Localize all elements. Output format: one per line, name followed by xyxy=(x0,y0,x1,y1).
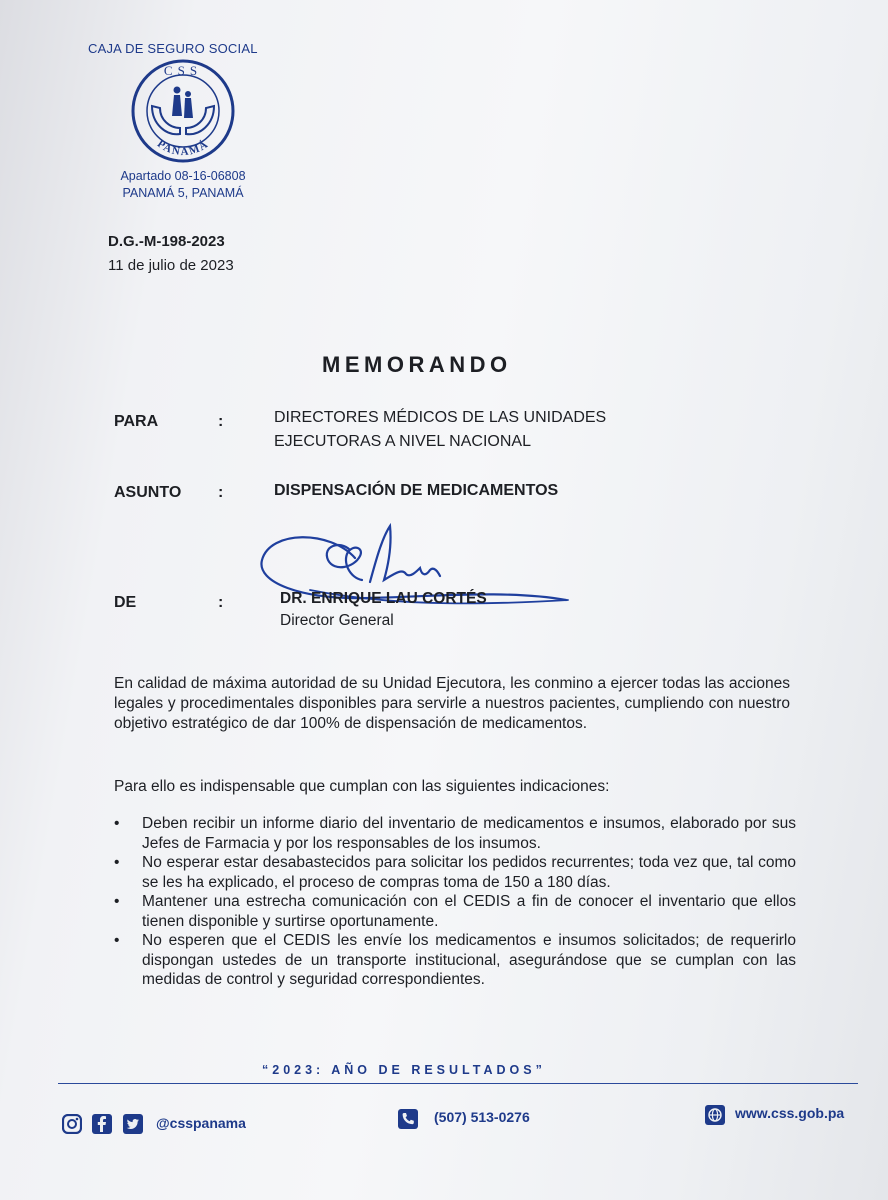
sender-name: DR. ENRIQUE LAU CORTÉS xyxy=(280,590,487,607)
svg-text:PANAMÁ xyxy=(155,138,211,158)
para-value xyxy=(274,406,606,454)
logo-top-text: CSS xyxy=(163,63,203,78)
list-item xyxy=(114,892,796,931)
body-paragraph-2: Para ello es indispensable que cumplan con las siguientes indicaciones: xyxy=(114,778,610,795)
phone-icon xyxy=(398,1109,418,1129)
phone-number[interactable]: (507) 513-0276 xyxy=(434,1109,530,1125)
address-line-2: PANAMÁ 5, PANAMÁ xyxy=(122,186,244,200)
footer-motto: “2023: AÑO DE RESULTADOS” xyxy=(262,1063,546,1077)
bullet: • xyxy=(114,893,120,910)
bullet: • xyxy=(114,854,120,871)
de-colon: : xyxy=(218,594,224,611)
asunto-value: DISPENSACIÓN DE MEDICAMENTOS xyxy=(274,482,559,499)
bullet: • xyxy=(114,932,120,949)
globe-icon xyxy=(705,1105,725,1125)
address-line-1: Apartado 08-16-06808 xyxy=(120,169,246,183)
twitter-icon[interactable] xyxy=(123,1114,143,1134)
facebook-icon[interactable] xyxy=(92,1114,112,1134)
list-item xyxy=(114,853,796,892)
indication-text: No esperen que el CEDIS les envíe los medicamentos e insumos solicitados; de requerirlo dispongan ustedes de un transporte institucional, asegurándose que se cumplan con las medidas de control y seguridad correspondientes. xyxy=(142,932,796,988)
website-link[interactable]: www.css.gob.pa xyxy=(735,1105,845,1121)
address xyxy=(108,168,258,202)
memo-reference: D.G.-M-198-2023 xyxy=(108,233,225,250)
para-value-line-2: EJECUTORAS A NIVEL NACIONAL xyxy=(274,433,531,450)
instagram-icon[interactable] xyxy=(62,1114,82,1134)
social-handle[interactable]: @csspanama xyxy=(156,1115,246,1131)
css-logo-icon xyxy=(130,58,236,164)
indication-text: No esperar estar desabastecidos para solicitar los pedidos recurrentes; toda vez que, tal como se les ha explicado, el proceso de compras toma de 150 a 180 días. xyxy=(142,854,796,891)
asunto-colon: : xyxy=(218,484,224,501)
sender-title: Director General xyxy=(280,612,394,629)
organization-name: CAJA DE SEGURO SOCIAL xyxy=(88,41,258,56)
memo-date: 11 de julio de 2023 xyxy=(108,257,234,274)
bullet: • xyxy=(114,815,120,832)
para-label: PARA xyxy=(114,413,159,430)
para-value-line-1: DIRECTORES MÉDICOS DE LAS UNIDADES xyxy=(274,409,607,426)
list-item xyxy=(114,931,796,990)
list-item xyxy=(114,814,796,853)
logo-bottom-text: PANAMÁ xyxy=(154,137,212,159)
indication-text: Deben recibir un informe diario del inventario de medicamentos e insumos, elaborado por sus Jefes de Farmacia y por los responsables de los insumos. xyxy=(142,815,796,852)
memo-title: MEMORANDO xyxy=(322,352,512,377)
body-paragraph-1: En calidad de máxima autoridad de su Unidad Ejecutora, les conmino a ejercer todas las acciones legales y procedimentales disponibles para servirle a nuestros pacientes, cumpliendo con nuestro objetivo estratégico de dar 100% de dispensación de medicamentos. xyxy=(114,675,790,732)
de-label: DE xyxy=(114,594,137,611)
asunto-label: ASUNTO xyxy=(114,484,182,501)
indications-list xyxy=(114,814,796,990)
para-colon: : xyxy=(218,413,224,430)
indication-text: Mantener una estrecha comunicación con el CEDIS a fin de conocer el inventario que ellos tienen disponible y surtirse oportunamente. xyxy=(142,893,796,930)
footer-divider xyxy=(58,1083,858,1084)
